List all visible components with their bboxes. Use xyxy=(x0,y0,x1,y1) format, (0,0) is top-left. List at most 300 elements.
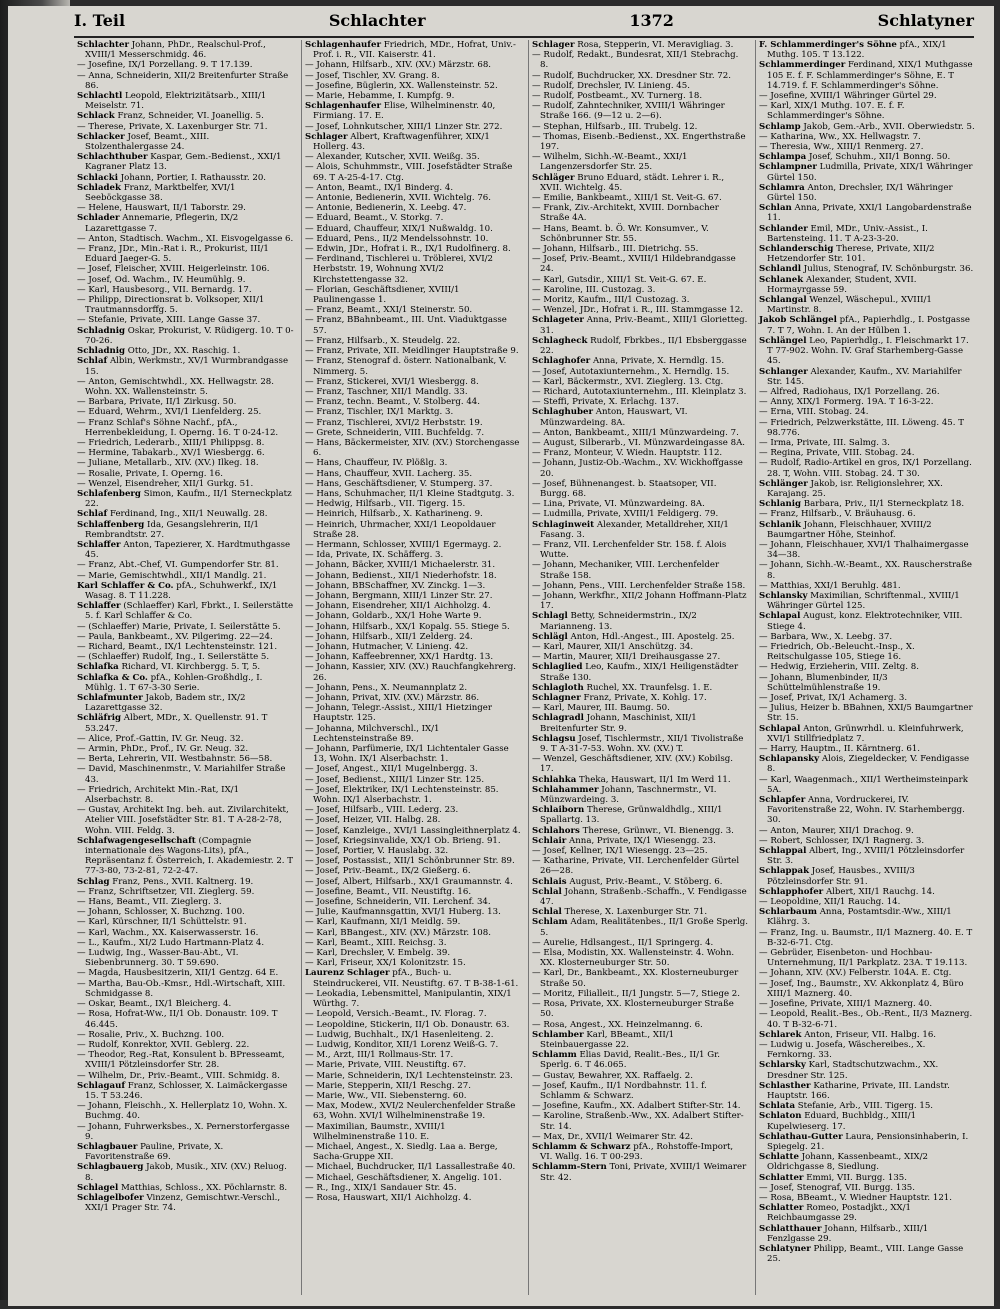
directory-entry xyxy=(305,203,521,213)
directory-entry xyxy=(759,948,975,968)
entry-details: — Karl, Drechsler, V. Embelg. 39. xyxy=(305,948,451,959)
directory-entry xyxy=(532,520,748,540)
directory-entry xyxy=(532,428,748,438)
entry-surname: Schlaton xyxy=(759,1111,802,1122)
directory-entry xyxy=(532,244,748,254)
entry-surname: Schlafenberg xyxy=(77,488,141,499)
directory-entry xyxy=(759,397,975,407)
entry-details: — Franz, Hilfsarb., X. Steudelg. 22. xyxy=(305,335,461,346)
entry-details: — Michael, Buchdrucker, II/1 Lassallestraße 40. xyxy=(305,1162,516,1173)
entry-surname: Schlangal xyxy=(759,295,807,306)
entry-surname: Laurenz Schlager xyxy=(305,968,390,979)
entry-details: — Helene, Hauswart, II/1 Taborstr. 29. xyxy=(77,203,246,214)
entry-details: — Leopold, Versich.-Beamt., IV. Florag. 7. xyxy=(305,1009,487,1020)
entry-details: — Wenzel, Geschäftsdiener, XIV. (XV.) Kobilsg. 17. xyxy=(532,754,734,775)
entry-details: Betty, Schneidermstrin., IX/2 Marianneng. 13. xyxy=(540,611,697,632)
entry-details: — Josef, Privat, IX/1 Achamerg. 3. xyxy=(759,693,908,703)
directory-entry xyxy=(305,815,521,825)
entry-details: — Johann, XIV. (XV.) Felberstr. 104A. E. Ctg. xyxy=(759,968,952,979)
directory-entry xyxy=(532,40,748,50)
entry-details: — Josef, Hilfsarb., VIII. Lederg. 23. xyxy=(305,805,459,816)
entry-details: Philipp, Beamt., VIII. Lange Gasse 25. xyxy=(767,1243,964,1265)
entry-details: — Johann, Goldarb., XX/1 Hohe Warte 9. xyxy=(305,611,482,622)
directory-entry xyxy=(759,183,975,203)
entry-surname: Schlanderschig xyxy=(759,244,834,255)
entry-surname: Schlagheck xyxy=(532,335,588,346)
directory-entry xyxy=(532,836,748,846)
directory-entry xyxy=(759,122,975,132)
entry-details: — David, Maschinenmstr., V. Mariahilfer Straße 43. xyxy=(77,764,286,785)
entry-surname: Schlachter xyxy=(77,40,129,50)
entry-details: Kaspar, Gem.-Bedienst., XXI/1 Kagraner Platz 13. xyxy=(85,152,282,173)
entry-details: — Johann, Blumenbinder, II/3 Schüttelmühlenstraße 19. xyxy=(759,672,888,693)
entry-surname: Schlamm-Stern xyxy=(532,1162,607,1173)
entry-details: — Johann, Pens., VIII. Lerchenfelder Straße 158. xyxy=(532,580,746,591)
entry-details: — Grete, Schneiderin, VIII. Buchfeldg. 7. xyxy=(305,427,485,438)
entry-details: Maximilian, Schriftenmal., XVIII/1 Währinger Gürtel 125. xyxy=(767,590,960,612)
directory-entry xyxy=(77,1162,294,1182)
entry-surname: Schlampa xyxy=(759,152,807,163)
entry-details: Anton, Drechsler, IX/1 Währinger Gürtel 150. xyxy=(767,182,953,204)
entry-details: Leo, Kaufm., XIX/1 Heiligenstädter Straße 130. xyxy=(540,662,739,683)
directory-entry xyxy=(305,489,521,499)
entry-surname: Schlanig xyxy=(759,499,802,510)
entry-details: — Josef, Bedienst., XIII/1 Linzer Str. 125. xyxy=(305,774,485,785)
directory-entry xyxy=(532,713,748,733)
entry-surname: Schlapphofer xyxy=(759,886,824,897)
directory-entry xyxy=(532,275,748,285)
entry-details: — Gebrüder, Eisenbeton- und Hochbau-Unternehmung, II/1 Parkplatz. 23A. T 19.113. xyxy=(759,948,968,969)
directory-entry xyxy=(759,826,975,836)
directory-entry xyxy=(759,418,975,438)
directory-entry xyxy=(77,295,294,315)
entry-details: — (Schlaeffer) Marie, Private, I. Seilerstätte 5. xyxy=(77,621,281,632)
entry-surname: Schlapal xyxy=(759,723,801,734)
entry-details: — Marie, Ww., VII. Siebensterng. 60. xyxy=(305,1090,467,1101)
directory-entry xyxy=(305,693,521,703)
directory-entry xyxy=(759,1224,975,1244)
entry-details: Therese, Grünwaldhdlg., XIII/1 Spallartg. 13. xyxy=(540,805,723,826)
entry-surname: Schlatte xyxy=(759,1152,799,1163)
entry-details: — Josef, Bühnenangest. b. Staatsoper, VII. Burgg. 68. xyxy=(532,478,717,499)
directory-entry xyxy=(532,968,748,988)
directory-entry xyxy=(77,1040,294,1050)
directory-entry xyxy=(532,71,748,81)
entry-details: Anna, Private, XXI/1 Langobardenstraße 11. xyxy=(767,203,972,224)
directory-entry xyxy=(759,367,975,387)
directory-entry xyxy=(305,662,521,682)
directory-entry xyxy=(759,1183,975,1193)
entry-details: Anna, Private, X. Herndlg. 15. xyxy=(592,356,725,367)
directory-entry xyxy=(77,581,294,601)
directory-entry xyxy=(305,1081,521,1091)
entry-details: Franz, Pens., XVII. Kaltnerg. 19. xyxy=(112,876,254,887)
entry-details: — Karl, Waagenmach., XII/1 Wertheimsteinpark 5A. xyxy=(759,774,968,795)
directory-entry xyxy=(77,1122,294,1142)
entry-details: Johann, Fleischhauer, XVIII/2 Baumgartner Höhe, Steinhof. xyxy=(767,519,932,540)
entry-details: Johann, Kassenbeamt., XIX/2 Oldrichgasse 8, Siedlung. xyxy=(767,1152,928,1173)
directory-entry xyxy=(77,356,294,376)
directory-entry xyxy=(77,928,294,938)
directory-entry xyxy=(532,591,748,611)
directory-entry xyxy=(305,499,521,509)
directory-entry xyxy=(532,775,748,785)
entry-details: — Alice, Prof.-Gattin, IV. Gr. Neug. 32. xyxy=(77,733,244,744)
directory-entry xyxy=(759,152,975,162)
directory-entry xyxy=(305,642,521,652)
directory-entry xyxy=(77,785,294,805)
entry-details: — Rosa, Hofrat-Ww., II/1 Ob. Donaustr. 109. T 46.445. xyxy=(77,1009,278,1030)
directory-entry xyxy=(77,397,294,407)
entry-details: Oskar, Prokurist, V. Rüdigerg. 10. T 0-70-26. xyxy=(85,325,294,346)
directory-entry xyxy=(77,1071,294,1081)
entry-details: — Johann, Hilfsarb., III. Dietrichg. 55. xyxy=(532,244,699,255)
entry-details: — Leopoldine, Stickerin, II/1 Ob. Donaustr. 63. xyxy=(305,1019,510,1030)
entry-details: — Eduard, Pens., II/2 Mendelssohnstr. 10. xyxy=(305,233,489,244)
directory-entry xyxy=(77,1050,294,1070)
entry-details: Jakob, isr. Religionslehrer, XX. Karajang. 25. xyxy=(767,478,943,499)
entry-surname: Schlafmunter xyxy=(77,693,143,703)
directory-entry xyxy=(77,458,294,468)
directory-entry xyxy=(532,315,748,335)
directory-entry xyxy=(532,1111,748,1131)
entry-details: — Eduard, Wehrm., XVI/1 Lienfelderg. 25. xyxy=(77,407,262,418)
directory-entry xyxy=(759,520,975,540)
entry-details: Annemarie, Pflegerin, IX/2 Lazarettgasse 7. xyxy=(85,213,239,234)
entry-details: — Karl, BBangest., XIV. (XV.) Märzstr. 108. xyxy=(305,927,491,938)
directory-entry xyxy=(759,907,975,927)
directory-entry xyxy=(77,652,294,662)
entry-surname: Schlappal xyxy=(759,846,807,857)
directory-entry xyxy=(77,907,294,917)
directory-entry xyxy=(532,1081,748,1101)
entry-details: — Karoline, III. Custozag. 3. xyxy=(532,284,656,295)
entry-details: — Josef, Elektriker, IX/1 Lechtensteinstr. 85. Wohn. IX/1 Alserbachstr. 1. xyxy=(305,784,499,806)
entry-details: — Josefine, IX/1 Porzellang. 9. T 17.139. xyxy=(77,60,253,71)
directory-entry xyxy=(305,244,521,254)
directory-entry xyxy=(532,652,748,662)
directory-column-3 xyxy=(528,40,751,1295)
directory-entry xyxy=(759,132,975,142)
directory-entry xyxy=(759,60,975,91)
entry-surname: Schlaghuber xyxy=(532,407,594,418)
directory-entry xyxy=(759,591,975,611)
entry-details: Franz, Marktbelfer, XVI/1 Seeböckgasse 38. xyxy=(85,182,236,204)
entry-details: — Maximilian, Baumstr., XVIII/1 Wilhelminenstraße 110. E. xyxy=(305,1121,446,1142)
entry-details: — Josef, Lohnkutscher, XIII/1 Linzer Str. 272. xyxy=(305,121,503,132)
entry-details: — Matthias, XXI/1 Beruhlg. 481. xyxy=(759,580,901,591)
directory-entry xyxy=(77,264,294,274)
entry-details: — Friedrich, Ob.-Beleucht.-Insp., X. Reitschulgasse 105, Stiege 16. xyxy=(759,641,915,663)
entry-details: — Josef, Kriegsinvalide, XX/1 Ob. Brieng. 91. xyxy=(305,835,501,846)
directory-columns xyxy=(74,40,978,1295)
entry-surname: Schlatter xyxy=(759,1203,804,1214)
directory-entry xyxy=(305,611,521,621)
entry-surname: Schlägl xyxy=(532,631,568,642)
entry-details: Johann, Maschinist, XII/1 Breitenfurter Str. 9. xyxy=(540,713,697,734)
entry-details: — Moritz, Kaufm., III/1 Custozag. 3. xyxy=(532,295,690,306)
directory-column-4 xyxy=(755,40,978,1295)
directory-entry xyxy=(532,754,748,774)
entry-details: — Johann, Hilfsarb., XII/1 Zelderg. 24. xyxy=(305,631,473,642)
entry-surname: Schlal xyxy=(532,907,562,918)
directory-entry xyxy=(759,673,975,693)
directory-entry xyxy=(532,356,748,366)
directory-entry xyxy=(77,1101,294,1121)
directory-entry xyxy=(759,509,975,519)
directory-entry xyxy=(759,887,975,897)
entry-details: Theka, Hauswart, II/1 Im Werd 11. xyxy=(579,774,731,785)
directory-entry xyxy=(77,448,294,458)
directory-entry xyxy=(759,642,975,662)
entry-details: — Josefine, Büglerin, XX. Wallensteinstr. 52. xyxy=(305,80,498,91)
entry-details: — Friedrich, Lederarb., XIII/1 Philippsg. 8. xyxy=(77,437,265,448)
entry-details: Albin, Werkmstr., XV/1 Wurmbrandgasse 15. xyxy=(85,356,289,377)
entry-surname: Schlasther xyxy=(759,1080,811,1091)
directory-entry xyxy=(305,846,521,856)
entry-surname: Schlagloth xyxy=(532,682,584,693)
entry-surname: Schlappak xyxy=(759,866,810,877)
entry-details: — Anton, Stadtisch. Wachm., XI. Eisvogelgasse 6. xyxy=(77,233,294,244)
entry-details: — Robert, Schlosser, IX/1 Ragnerg. 3. xyxy=(759,835,925,846)
entry-details: — Hans, Beamt., VII. Zieglerg. 3. xyxy=(77,897,222,908)
header-first-entry: Schlachter xyxy=(328,10,426,30)
entry-details: — Franz Schlaf's Söhne Nachf., pfA., Herrenbekleidung, I. Operng. 16. T 0-24-12. xyxy=(77,417,279,438)
entry-surname: Schlandl xyxy=(759,264,802,275)
entry-surname: Schlänger xyxy=(759,478,808,489)
directory-entry xyxy=(305,897,521,907)
directory-entry xyxy=(305,1173,521,1183)
directory-entry xyxy=(305,724,521,744)
entry-details: pfA., Rohstoffe-Import, VI. Wallg. 16. T 00-293. xyxy=(540,1141,734,1163)
entry-details: — Johann, Schlosser, X. Buchzng. 100. xyxy=(77,907,245,918)
directory-entry xyxy=(305,458,521,468)
directory-entry xyxy=(759,540,975,560)
directory-entry xyxy=(305,1142,521,1162)
entry-details: August, konz. Elektrotechniker, VIII. Stiege 4. xyxy=(767,611,963,632)
entry-details: Therese, Private, XII/2 Hetzendorfer Str. 101. xyxy=(767,244,935,265)
entry-details: Anna, Vordruckerei, IV. Favoritenstraße 22, Wohn. IV. Starhembergg. 30. xyxy=(767,795,965,826)
directory-entry xyxy=(77,418,294,438)
entry-surname: Schlam xyxy=(532,917,568,928)
entry-details: — Karl, Kaufmann, XI/1 Meidlg. 59. xyxy=(305,917,461,928)
entry-surname: Schlata xyxy=(759,1101,796,1112)
directory-entry xyxy=(532,703,748,713)
entry-details: (Compagnie internationale des Wagons-Lits), pfA., Repräsentanz f. Österreich, I. Akademiestr. 2. T 77-3-80, 73-2-81, 72-2-47. xyxy=(85,835,294,877)
entry-details: — Johann, Telegr.-Assist., XIII/1 Hietzinger Hauptstr. 125. xyxy=(305,703,492,724)
entry-details: — Johann, Privat, XIV. (XV.) Märzstr. 86. xyxy=(305,693,480,703)
directory-entry xyxy=(532,907,748,917)
entry-details: — Paula, Bankbeamt., XV. Pilgerimg. 22—24. xyxy=(77,631,273,642)
directory-entry xyxy=(759,224,975,244)
entry-details: — Josefine, XVIII/1 Währinger Gürtel 29. xyxy=(759,91,937,102)
entry-details: — Franz, Stickerei, XVI/1 Wiesbergg. 8. xyxy=(305,376,479,387)
directory-entry xyxy=(305,560,521,570)
entry-details: — Richard, Autotaxiunternehm., III. Kleinplatz 3. xyxy=(532,386,747,397)
directory-entry xyxy=(77,836,294,877)
entry-surname: Schlagelbofer xyxy=(77,1192,144,1203)
entry-details: — Johann, Bergmann, XIII/1 Linzer Str. 27. xyxy=(305,590,493,601)
directory-entry xyxy=(532,285,748,295)
entry-details: — Hans, Bäckermeister, XIV. (XV.) Storchengasse 6. xyxy=(305,437,520,459)
directory-entry xyxy=(759,438,975,448)
directory-entry xyxy=(305,1122,521,1142)
directory-entry xyxy=(305,948,521,958)
entry-details: — Rosa, BBeamt., V. Wiedner Hauptstr. 121. xyxy=(759,1192,952,1203)
entry-surname: Schlaffenberg xyxy=(77,519,145,530)
directory-entry xyxy=(77,203,294,213)
directory-entry xyxy=(77,571,294,581)
directory-entry xyxy=(305,1050,521,1060)
entry-surname: Schlamber xyxy=(532,1029,584,1040)
entry-details: — Wilhelm, Dr., Priv.-Beamt., VIII. Schmidg. 8. xyxy=(77,1070,280,1081)
entry-details: Wenzel, Wäschepul., XVIII/1 Martinstr. 8. xyxy=(767,295,932,316)
directory-entry xyxy=(305,479,521,489)
directory-entry xyxy=(305,1030,521,1040)
entry-details: — Johann, Sichh.-W.-Beamt., XX. Rauscherstraße 8. xyxy=(759,560,973,581)
entry-details: — Leopold, Realit.-Bes., Ob.-Rent., II/3 Maznerg. 40. T B-32-6-71. xyxy=(759,1009,973,1030)
entry-details: Jakob, Musik., XIV. (XV.) Reluog. 8. xyxy=(85,1162,287,1183)
entry-details: Romeo, Postadjkt., XX/1 Reichbaumgasse 29. xyxy=(767,1203,911,1224)
entry-details: — Franz, Abt.-Chef, VI. Gumpendorfer Str. 81. xyxy=(77,560,279,571)
entry-details: — Josef, Priv.-Beamt., XVIII/1 Hildebrandgasse 24. xyxy=(532,254,736,275)
directory-entry xyxy=(532,377,748,387)
directory-entry xyxy=(532,1030,748,1050)
directory-entry xyxy=(532,581,748,591)
directory-entry xyxy=(759,1060,975,1080)
entry-details: Josef, Hausbes., XVIII/3 Pötzleinsdorfer Str. 91. xyxy=(767,866,915,887)
entry-details: — Philipp, Directionsrat b. Volksoper, XII/1 Trautmannsdorffg. 5. xyxy=(77,295,265,316)
directory-entry xyxy=(759,1040,975,1060)
entry-surname: Schlageter xyxy=(532,315,584,326)
entry-details: — Antonie, Bedienerin, X. Leebg. 47. xyxy=(305,203,467,214)
entry-details: — Hans, Geschäftsdiener, V. Stumperg. 37. xyxy=(305,478,493,489)
entry-details: — Anny, XIX/1 Formerg. 19A. T 16-3-22. xyxy=(759,397,934,408)
directory-entry xyxy=(759,836,975,846)
directory-entry xyxy=(759,1009,975,1029)
entry-details: — Berta, Lehrerin, VII. Westbahnstr. 56—58. xyxy=(77,754,273,765)
directory-entry xyxy=(305,336,521,346)
entry-details: — Hermann, Schlosser, XVIII/1 Egermayg. 2. xyxy=(305,539,502,550)
entry-details: Josef, Tischlermstr., XII/1 Tivolistraße 9. T A-31-7-53. Wohn. XV. (XV.) T. xyxy=(540,733,744,755)
directory-entry xyxy=(305,785,521,805)
directory-entry xyxy=(305,1193,521,1203)
directory-entry xyxy=(532,632,748,642)
directory-entry xyxy=(305,887,521,897)
directory-entry xyxy=(305,387,521,397)
directory-entry xyxy=(77,122,294,132)
directory-entry xyxy=(305,601,521,611)
directory-entry xyxy=(532,1101,748,1111)
entry-details: — Josef, Autotaxiunternehm., X. Herndlg. 15. xyxy=(532,366,730,377)
entry-details: — L., Kaufm., XI/2 Ludo Hartmann-Platz 4. xyxy=(77,937,265,948)
entry-details: Elise, Wilhelminenstr. 40, Firmiang. 17. E. xyxy=(313,101,496,122)
directory-entry xyxy=(305,540,521,550)
directory-entry xyxy=(759,754,975,774)
entry-details: — Wenzel, Eisendreher, XII/1 Gurkg. 51. xyxy=(77,478,254,489)
directory-entry xyxy=(532,999,748,1019)
entry-details: Jakob, Gem.-Arb., XVII. Oberwiedstr. 5. xyxy=(803,121,975,132)
entry-details: Anton, Tapezierer, X. Hardtmuthgasse 45. xyxy=(85,539,291,561)
entry-surname: Schlack xyxy=(77,111,115,122)
entry-details: — Ida, Private, IX. Schäfferg. 3. xyxy=(305,550,444,561)
entry-details: Adam, Realitätenbes., II/1 Große Sperlg. 5. xyxy=(540,917,748,938)
entry-details: Anna, Postamtsdir.-Ww., XIII/1 Klährg. 3. xyxy=(767,907,952,928)
directory-entry xyxy=(532,152,748,172)
entry-surname: Schlagner xyxy=(532,693,581,703)
directory-entry xyxy=(759,968,975,978)
entry-details: Laura, Pensionsinhaberin, I. Spiegelg. 21. xyxy=(767,1131,969,1152)
entry-details: Simon, Kaufm., II/1 Sterneckplatz 22. xyxy=(85,488,292,510)
directory-entry xyxy=(305,958,521,968)
directory-entry xyxy=(759,315,975,335)
entry-details: — Johann, Hilfsarb., XX/1 Kopalg. 55. Stiege 5. xyxy=(305,621,510,632)
entry-details: — Eduard, Chauffeur, XIX/1 Nußwaldg. 10. xyxy=(305,223,493,234)
entry-surname: Schlatter xyxy=(759,1172,804,1183)
entry-details: (Schlaeffer) Karl, Fbrkt., I. Seilerstätte 5. f. Karl Schlaffer & Co. xyxy=(85,601,294,622)
directory-entry xyxy=(77,734,294,744)
entry-details: — Johann, Werkfhr., XII/2 Johann Hoffmann-Platz 17. xyxy=(532,590,747,612)
entry-details: — Rosalie, Priv., X. Buchzng. 100. xyxy=(77,1029,225,1040)
entry-details: — Franz, Tischlerei, XVI/2 Herbststr. 19. xyxy=(305,417,483,428)
directory-entry xyxy=(532,101,748,121)
entry-details: Ludmilla, Private, XIX/1 Währinger Gürtel 150. xyxy=(767,162,973,183)
directory-entry xyxy=(77,479,294,489)
directory-entry xyxy=(77,275,294,285)
directory-entry xyxy=(759,336,975,367)
entry-details: — Therese, Private, X. Laxenburger Str. 71. xyxy=(77,121,268,132)
entry-details: — Josef, Priv.-Beamt., IX/2 Gießerg. 6. xyxy=(305,866,471,877)
directory-entry xyxy=(305,968,521,988)
directory-entry xyxy=(759,581,975,591)
directory-entry xyxy=(77,673,294,693)
entry-surname: Schlamm xyxy=(532,1050,577,1061)
directory-entry xyxy=(305,40,521,60)
directory-entry xyxy=(77,601,294,621)
directory-entry xyxy=(759,632,975,642)
directory-entry xyxy=(305,591,521,601)
entry-details: pfA., XIX/1 Muthg. 105. T 13.122. xyxy=(767,40,947,61)
entry-details: — M., Arzt, III/1 Rollmaus-Str. 17. xyxy=(305,1050,454,1061)
entry-details: Ferdinand, XIX/1 Muthgasse 105 E. f. F. Schlammerdinger's Söhne, E. T 14.719. f. F. Schlammerdinger's Söhne. xyxy=(767,60,973,91)
entry-details: August, Priv.-Beamt., V. Stöberg. 6. xyxy=(569,876,723,887)
directory-entry xyxy=(305,836,521,846)
entry-details: — Rosa, Private, XX. Klosterneuburger Straße 50. xyxy=(532,999,734,1020)
directory-entry xyxy=(532,203,748,223)
entry-surname: Schlathau-Gutter xyxy=(759,1131,843,1142)
entry-details: Ruchel, XX. Traunfelsg. 1. E. xyxy=(586,682,713,693)
directory-entry xyxy=(77,948,294,968)
entry-details: — Edwin, JDr., Hofrat i. R., IX/1 Rudolfinerg. 8. xyxy=(305,244,511,255)
directory-entry xyxy=(305,81,521,91)
entry-details: — Rudolf, Buchdrucker, XX. Dresdner Str. 72. xyxy=(532,70,731,81)
entry-details: — Katharina, Ww., XX. Hellwagstr. 7. xyxy=(759,131,921,142)
entry-details: — Martha, Bau-Ob.-Kmsr., Hdl.-Wirtschaft, XIII. Schmidgasse 8. xyxy=(77,978,286,999)
entry-surname: Schlanger xyxy=(759,366,808,377)
entry-details: — Harry, Hauptm., II. Kärntnerg. 61. xyxy=(759,744,921,755)
directory-entry xyxy=(532,917,748,937)
directory-entry xyxy=(759,1101,975,1111)
entry-details: — Josef, Stenograf, VII. Burgg. 135. xyxy=(759,1182,916,1193)
directory-entry xyxy=(759,846,975,866)
directory-entry xyxy=(532,1162,748,1182)
entry-details: — Josef, Albert, Hilfsarb., XX/1 Graumannstr. 4. xyxy=(305,876,513,887)
entry-details: pfA., Schuhwerkf., IX/1 Wasag. 8. T 11.228. xyxy=(85,580,278,601)
entry-details: — Johann, Fleischh., X. Hellerplatz 10, Wohn. X. Buchmg. 40. xyxy=(77,1101,288,1122)
entry-details: — Anton, Gemischtwhdl., XX. Hellwagstr. 28. Wohn. XX. Wallensteinstr. 5. xyxy=(77,376,275,397)
directory-entry xyxy=(305,1101,521,1121)
entry-details: — Josef, Postassist., XII/1 Schönbrunner Str. 89. xyxy=(305,856,515,867)
